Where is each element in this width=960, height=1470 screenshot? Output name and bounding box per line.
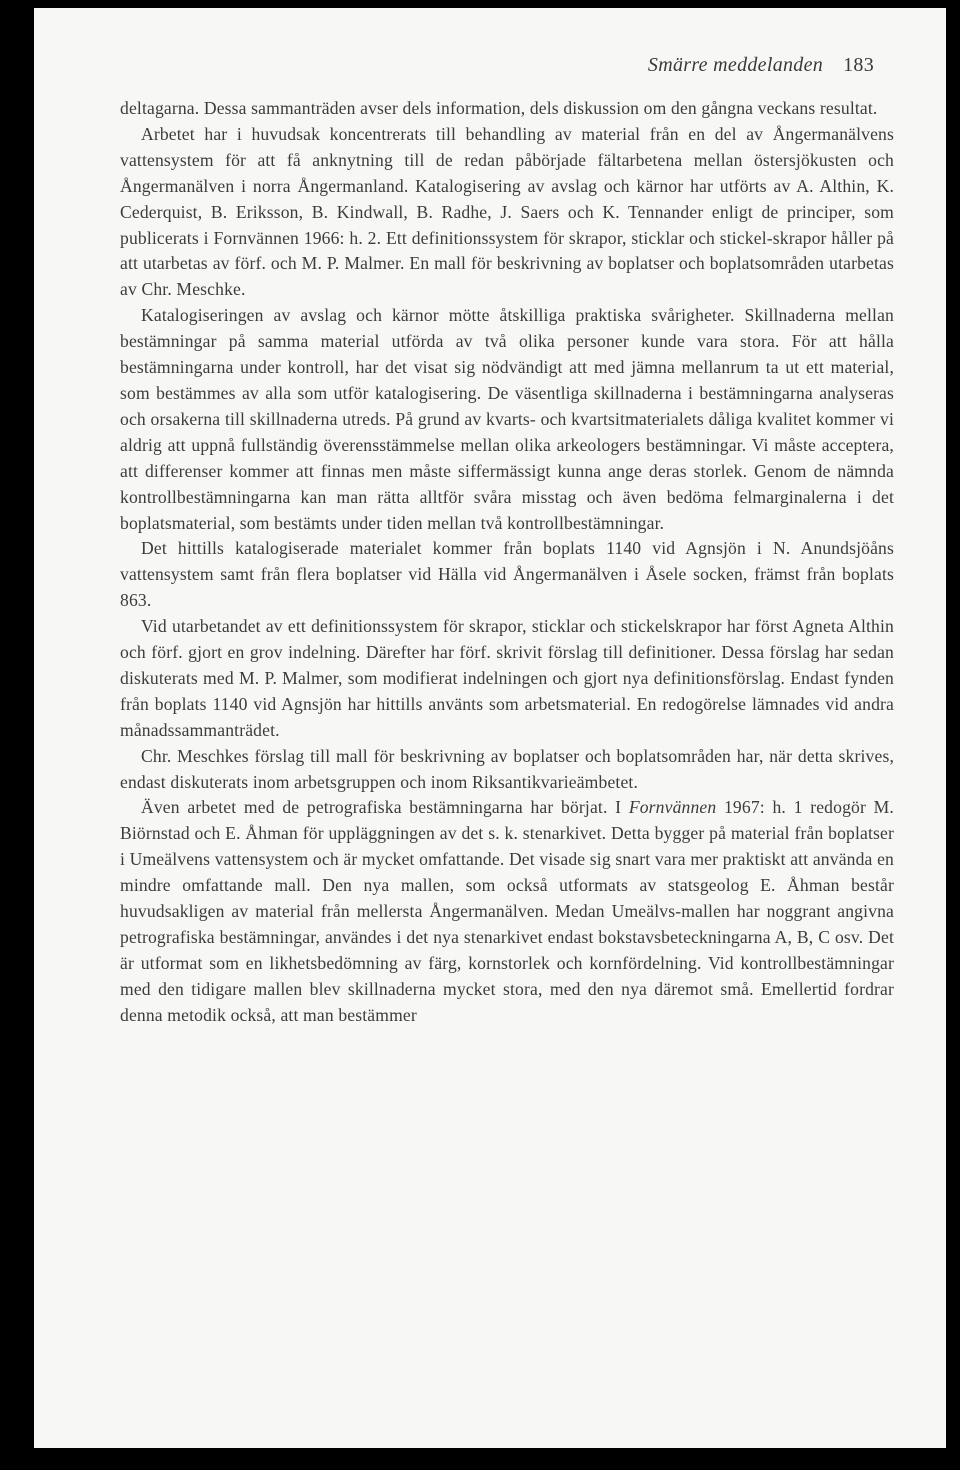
paragraph-continuation: deltagarna. Dessa sammanträden avser dels information, dels diskussion om den gångna veckans resultat. bbox=[120, 98, 878, 118]
paragraph: Katalogiseringen av avslag och kärnor mötte åtskilliga praktiska svårigheter. Skillnaderna mellan bestämningar på samma material utförda av två olika personer kunde vara stora. För att hålla bestämningarna under kontroll, har det visat sig nödvändigt att med jämna mellanrum ta ut ett material, som bestämmes av alla som utför katalogisering. De väsentliga skillnaderna i bestämningarna analyseras och orsakerna till skillnaderna utreds. På grund av kvarts- och kvartsitmaterialets dåliga kvalitet kommer vi aldrig att uppnå fullständig överensstämmelse mellan olika arkeologers bestämningar. Vi måste acceptera, att differenser kommer att finnas men måste siffermässigt kunna ange deras storlek. Genom de nämnda kontrollbestämningarna kan man rätta alltför svåra misstag och även bedöma felmarginalerna i det boplatsmaterial, som bestämts under tiden mellan två kontrollbestämningar. bbox=[120, 305, 894, 533]
body-text bbox=[120, 96, 894, 1029]
paragraph-text: Även arbetet med de petrografiska bestämningarna har börjat. I bbox=[141, 797, 629, 818]
paragraph: Chr. Meschkes förslag till mall för beskrivning av boplatser och boplatsområden har, när detta skrives, endast diskuterats inom arbetsgruppen och inom Riksantikvarieämbetet. bbox=[120, 745, 894, 792]
paragraph: Det hittills katalogiserade materialet kommer från boplats 1140 vid Agnsjön i N. Anundsjöåns vattensystem samt från flera boplatser vid Hälla vid Ångermanälven i Åsele socken, främst från boplats 863. bbox=[120, 538, 894, 611]
journal-title: Fornvännen bbox=[628, 797, 717, 818]
paragraph: Vid utarbetandet av ett definitionssystem för skrapor, sticklar och stickelskrapor har först Agneta Althin och förf. gjort en grov indelning. Därefter har förf. skrivit förslag till definitioner. Dessa förslag har sedan diskuterats med M. P. Malmer, som modifierat indelningen och gjort nya definitionsförslag. Endast fynden från boplats 1140 vid Agnsjön har hittills använts som arbetsmaterial. En redogörelse lämnades vid andra månadssammanträdet. bbox=[120, 616, 894, 740]
page-header bbox=[34, 54, 874, 77]
running-title: Smärre meddelanden bbox=[647, 54, 824, 76]
document-page bbox=[34, 8, 946, 1448]
page-number: 183 bbox=[843, 54, 874, 76]
paragraph-text: 1967: h. 1 redogör M. Biörnstad och E. Åhman för uppläggningen av det s. k. stenarkivet. Detta bygger på material från boplatser i Umeälvens vattensystem och är mycket omfattande. Det visade sig snart vara mer praktiskt att använda en mindre omfattande mall. Den nya mallen, som också utformats av statsgeolog E. Åhman består huvudsakligen av material från mellersta Ångermanälven. Medan Umeälvs-mallen har noggrant angivna petrografiska bestämningar, användes i det nya stenarkivet endast bokstavsbeteckningarna A, B, C osv. Det är utformat som en likhetsbedömning av färg, kornstorlek och kornfördelning. Vid kontrollbestämningar med den tidigare mallen blev skillnaderna mycket stora, med den nya däremot små. Emellertid fordrar denna metodik också, att man bestämmer bbox=[120, 797, 894, 1025]
paragraph bbox=[120, 795, 894, 1028]
paragraph: Arbetet har i huvudsak koncentrerats till behandling av material från en del av Ångermanälvens vattensystem för att få anknytning till de redan påbörjade fältarbetena mellan östersjökusten och Ångermanälven i norra Ångermanland. Katalogisering av avslag och kärnor har utförts av A. Althin, K. Cederquist, B. Eriksson, B. Kindwall, B. Radhe, J. Saers och K. Tennander enligt de principer, som publicerats i Fornvännen 1966: h. 2. Ett definitionssystem för skrapor, sticklar och stickel-skrapor håller på att utarbetas av förf. och M. P. Malmer. En mall för beskrivning av boplatser och boplatsområden utarbetas av Chr. Meschke. bbox=[120, 123, 894, 300]
